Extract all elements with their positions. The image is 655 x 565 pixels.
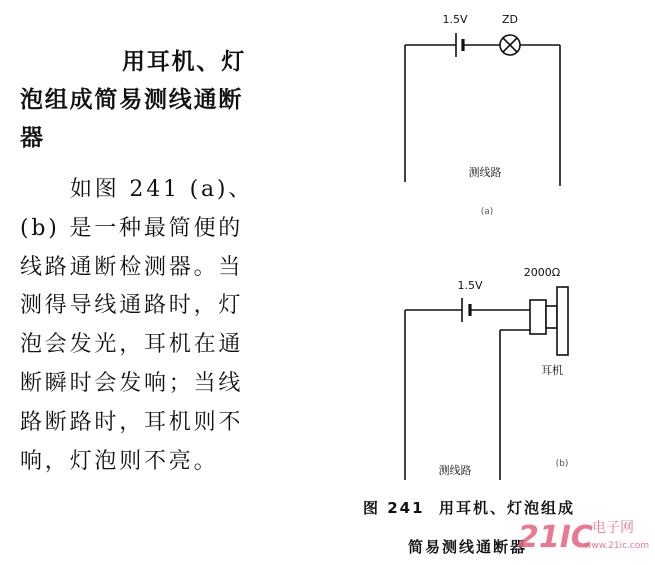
article-title-line-2: 泡组成简易测线通断 bbox=[20, 87, 244, 113]
figure-a-lamp-label: ZD bbox=[501, 13, 519, 26]
figure-b-resistance-label: 2000Ω bbox=[523, 266, 561, 279]
body-line-5: 泡会发光，耳机在通 bbox=[20, 332, 244, 358]
earphone-neck bbox=[546, 306, 557, 328]
body-line-4: 测得导线通路时，灯 bbox=[20, 293, 244, 319]
article-title-line-1: 用耳机、灯 bbox=[122, 49, 246, 75]
body-line-1: 如图 241 (a)、 bbox=[70, 177, 254, 202]
watermark-logo: 21IC bbox=[518, 520, 593, 555]
figure-b-test-label: 测线路 bbox=[438, 464, 472, 477]
watermark-text: 电子网 bbox=[592, 520, 634, 536]
figure-caption-line-2: 简易测线通断器 bbox=[407, 538, 527, 556]
body-line-8: 响，灯泡则不亮。 bbox=[20, 448, 219, 474]
earphone-diaphragm bbox=[557, 287, 568, 355]
figure-b-battery-label: 1.5V bbox=[457, 279, 483, 292]
figure-b-earphone-label: 耳机 bbox=[541, 364, 563, 377]
figure-a-sub-caption: (a) bbox=[480, 207, 494, 217]
lamp-icon bbox=[500, 35, 520, 55]
earphone-icon bbox=[530, 287, 568, 355]
body-line-2: (b) 是一种最简便的 bbox=[20, 215, 244, 241]
figure-a-test-label: 测线路 bbox=[468, 166, 502, 179]
figure-b-circuit bbox=[405, 266, 568, 480]
body-line-6: 断瞬时会发响；当线 bbox=[20, 370, 244, 396]
article-title-line-3: 器 bbox=[20, 125, 45, 151]
earphone-body bbox=[530, 300, 546, 334]
body-line-3: 线路通断检测器。当 bbox=[20, 254, 244, 280]
figure-a-circuit bbox=[405, 13, 560, 217]
watermark-url: www.21ic.com bbox=[584, 541, 650, 551]
figure-caption-line-1: 图 241 用耳机、灯泡组成 bbox=[363, 499, 575, 517]
figure-a-battery-label: 1.5V bbox=[442, 13, 468, 26]
body-line-7: 路断路时，耳机则不 bbox=[20, 409, 244, 435]
figure-b-sub-caption: (b) bbox=[555, 459, 569, 469]
